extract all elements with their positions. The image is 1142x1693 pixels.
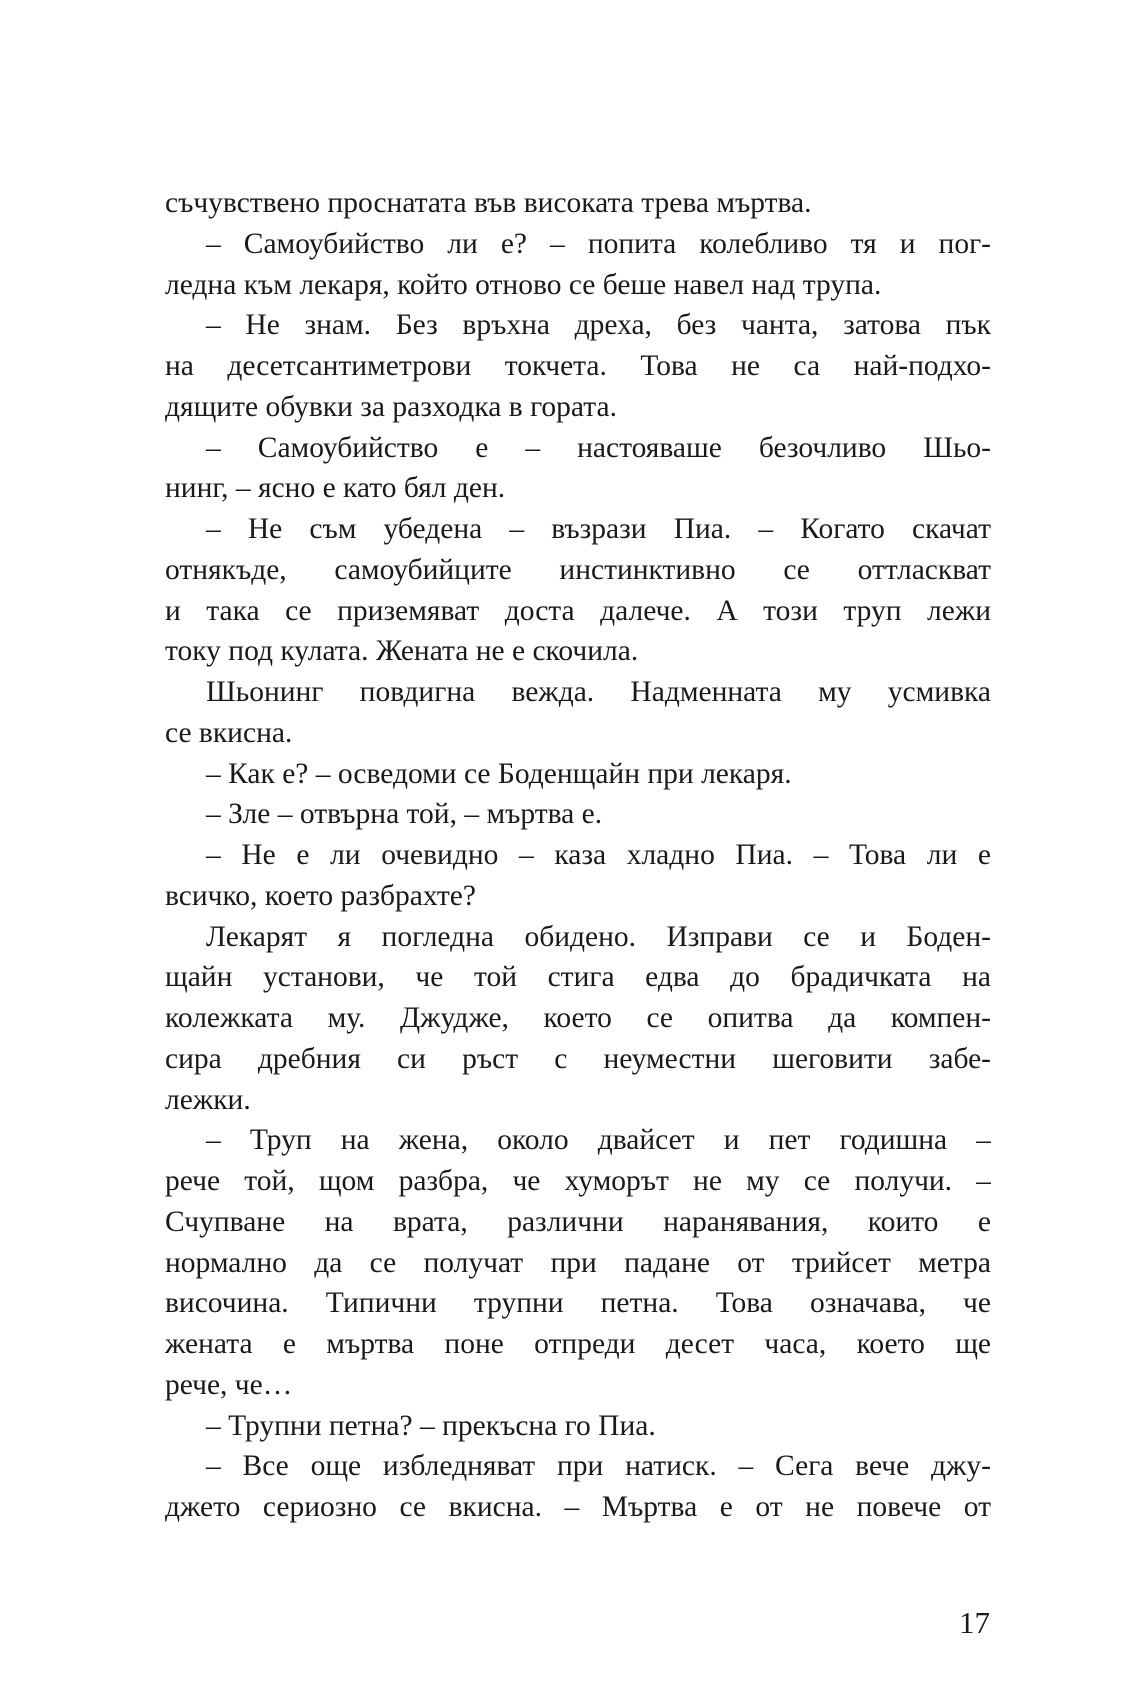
text-line: – Зле – отвърна той, – мъртва е. (206, 798, 603, 831)
text-line: – Все още избледняват при натиск. – Сега вече джу- (206, 1450, 991, 1483)
text-line: жената е мъртва поне отпреди десет часа, което ще (165, 1328, 991, 1360)
text-line: – Не е ли очевидно – каза хладно Пиа. – Това ли е (206, 839, 991, 871)
text-line: джето сериозно се вкисна. – Мъртва е от не повече от (165, 1491, 991, 1523)
text-line: всичко, което разбрахте? (165, 879, 476, 912)
text-line: лежки. (165, 1083, 251, 1116)
text-line: Шьонинг повдигна вежда. Надменната му усмивка (206, 676, 991, 708)
body-text (165, 183, 991, 1528)
text-line: нормално да се получат при падане от трийсет метра (165, 1246, 991, 1279)
text-line: и така се приземяват доста далече. А този труп лежи (165, 594, 991, 627)
text-line: височина. Типични трупни петна. Това означава, че (165, 1287, 991, 1320)
text-line: на десетсантиметрови токчета. Това не са най-подхо- (165, 350, 991, 382)
text-line: дящите обувки за разходка в гората. (165, 390, 617, 423)
text-line: нинг, – ясно е като бял ден. (165, 472, 506, 505)
text-line: ледна към лекаря, който отново се беше навел над трупа. (165, 268, 882, 301)
text-line: току под кулата. Жената не е скочила. (165, 635, 639, 668)
text-line: – Трупни петна? – прекъсна го Пиа. (206, 1409, 656, 1442)
text-line: – Самоубийство е – настояваше безочливо Шьо- (206, 431, 991, 464)
text-line: – Самоубийство ли е? – попита колебливо тя и пог- (206, 227, 991, 260)
text-line: – Не знам. Без връхна дреха, без чанта, затова пък (206, 309, 991, 342)
text-line: рече той, щом разбра, че хуморът не му се получи. – (165, 1165, 991, 1197)
text-line: Счупване на врата, различни наранявания, които е (165, 1205, 991, 1238)
text-line: – Как е? – осведоми се Боденщайн при лекаря. (206, 757, 792, 790)
text-line: съчувствено проснатата във високата трева мъртва. (165, 187, 812, 219)
text-line: Лекарят я погледна обидено. Изправи се и Боден- (206, 920, 991, 953)
text-line: колежката му. Джудже, което се опитва да компен- (165, 1002, 991, 1034)
text-line: се вкисна. (165, 716, 293, 749)
text-line: сира дребния си ръст с неуместни шеговити забе- (165, 1042, 991, 1075)
text-line: щайн установи, че той стига едва до брадичката на (165, 961, 991, 994)
page-number: 17 (959, 1605, 990, 1640)
text-line: – Труп на жена, около двайсет и пет годишна – (206, 1124, 991, 1157)
text-line: отнякъде, самоубийците инстинктивно се оттласкват (165, 553, 991, 586)
text-line: рече, че… (165, 1368, 293, 1401)
text-line: – Не съм убедена – възрази Пиа. – Когато скачат (206, 513, 991, 545)
